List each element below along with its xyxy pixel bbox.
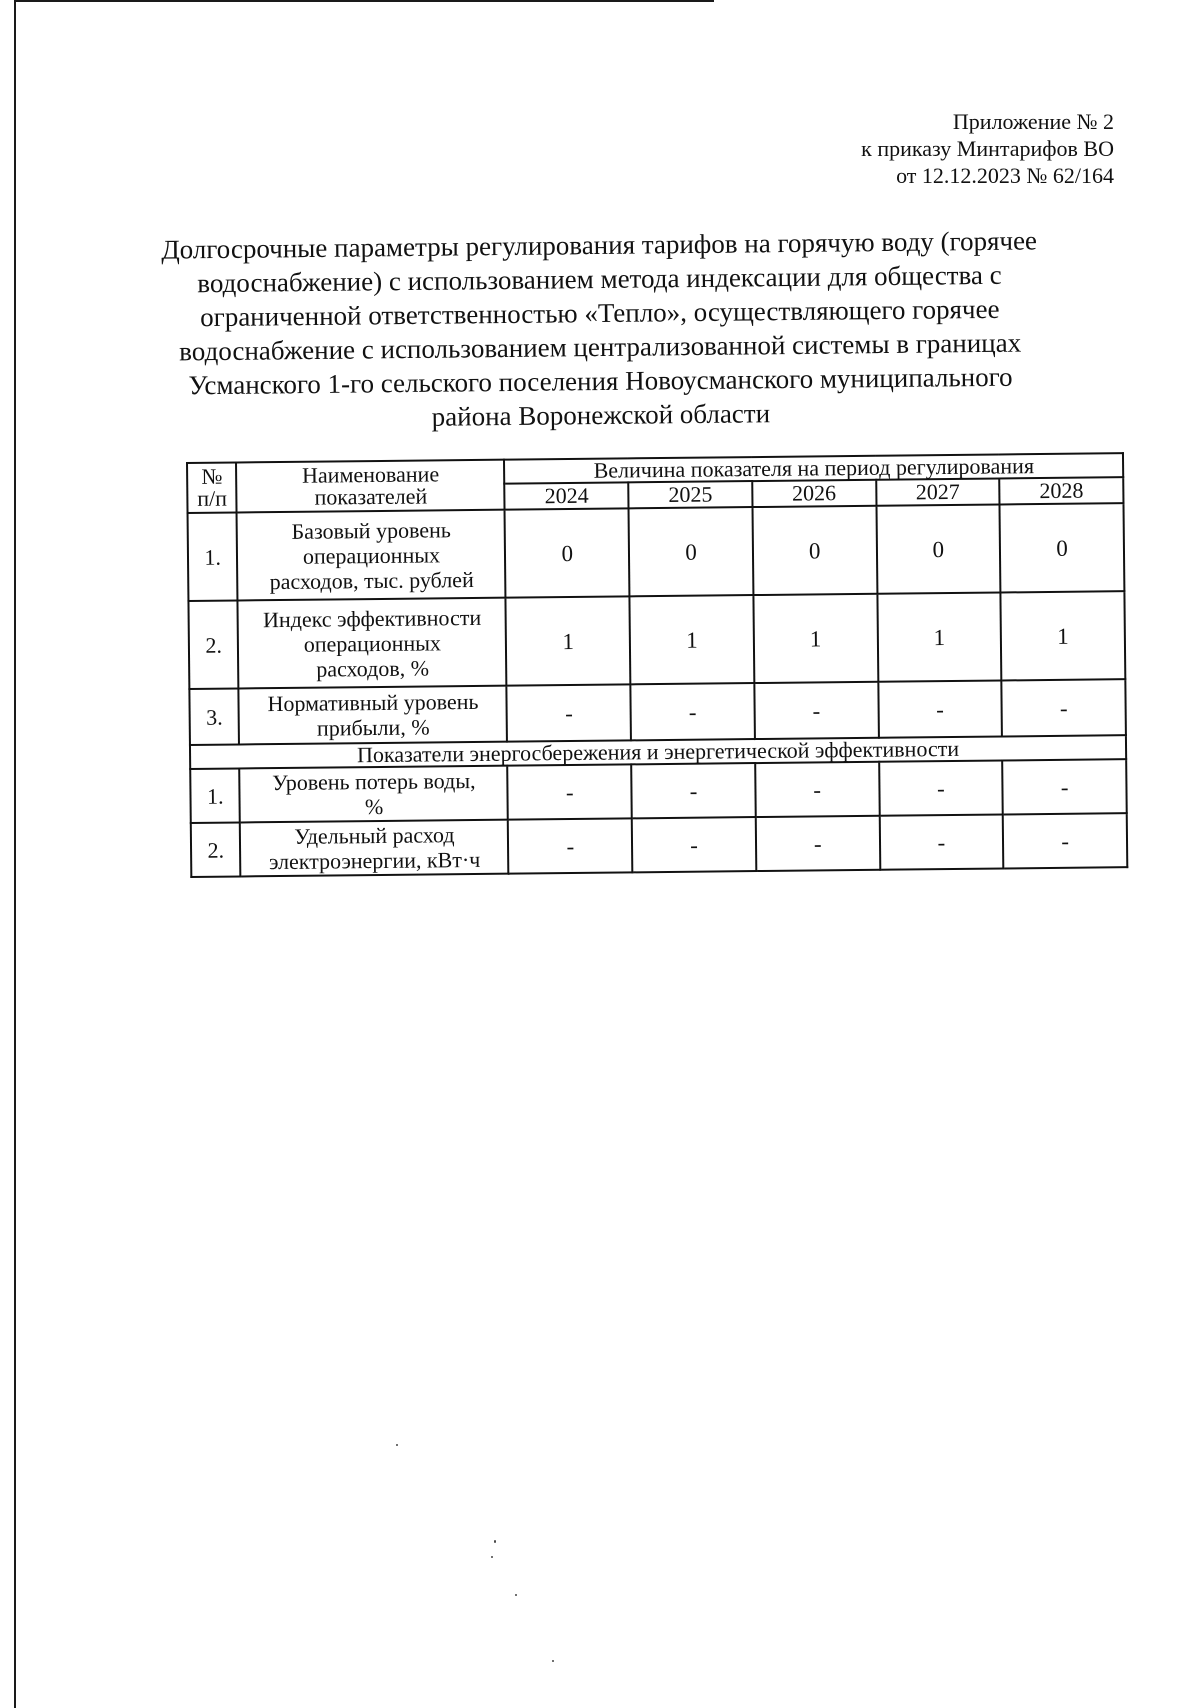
parameters-table-wrapper: [186, 452, 1128, 878]
value-cell: 1: [877, 592, 1002, 681]
value-cell: 1: [630, 595, 755, 684]
value-cell: -: [879, 814, 1003, 869]
scan-edge-left: [14, 0, 16, 1708]
value-cell: -: [756, 816, 880, 871]
appendix-line-2: к приказу Минтарифов ВО: [861, 136, 1114, 161]
title-line-2: водоснабжение) с использованием метода индексации для общества с: [197, 259, 1002, 299]
title-line-3: ограниченной ответственностью «Тепло», осуществляющего горячее: [199, 293, 1000, 333]
section-title-cell: Показатели энергосбережения и энергетической эффективности: [190, 735, 1126, 769]
value-cell: 1: [506, 596, 631, 685]
row-name-cell: [238, 598, 507, 689]
table-row: [191, 813, 1128, 877]
row-name-line: Нормативный уровень: [267, 688, 479, 717]
row-name-line: Удельный расход: [294, 822, 455, 849]
row-name-line: расходов, %: [316, 654, 430, 682]
value-cell: 1: [1001, 591, 1126, 680]
value-cell: -: [507, 684, 631, 741]
row-name-cell: [240, 820, 509, 877]
scan-edge-top: [14, 0, 714, 2]
table-row: [190, 759, 1127, 823]
scan-speck: [494, 1540, 496, 1543]
header-name-line-2: показателей: [314, 483, 428, 510]
value-cell: 0: [629, 507, 754, 596]
value-cell: -: [755, 762, 879, 817]
row-num-cell: 3.: [189, 688, 239, 745]
value-cell: -: [632, 817, 756, 872]
title-line-4: водоснабжение с использованием централизованной системы в границах: [179, 327, 1022, 367]
title-line-5: Усманского 1-го сельского поселения Новоусманского муниципального: [188, 361, 1013, 401]
value-cell: -: [1002, 679, 1126, 736]
row-name-line: Базовый уровень: [291, 516, 451, 544]
row-num-cell: 1.: [188, 512, 238, 601]
value-cell: -: [508, 764, 632, 819]
title-line-6: района Воронежской области: [431, 398, 771, 432]
scan-speck: [491, 1556, 493, 1558]
row-num-cell: 1.: [190, 768, 240, 823]
value-cell: -: [631, 683, 755, 740]
value-cell: -: [754, 682, 878, 739]
scan-speck: [552, 1660, 554, 1662]
appendix-header: [861, 108, 1114, 189]
value-cell: -: [631, 763, 755, 818]
value-cell: 1: [753, 594, 878, 683]
row-name-line: Индекс эффективности: [262, 604, 482, 632]
table-row: [188, 591, 1125, 689]
row-num-cell: 2.: [188, 600, 238, 689]
value-cell: 0: [505, 508, 630, 597]
header-name-cell: [236, 460, 505, 513]
scan-speck: [515, 1594, 517, 1596]
row-name-line: прибыли, %: [316, 714, 430, 741]
table-row: [188, 503, 1125, 601]
row-name-line: %: [364, 793, 384, 820]
year-cell: 2027: [876, 478, 1000, 505]
row-name-line: расходов, тыс. рублей: [269, 566, 474, 594]
value-cell: -: [1003, 813, 1127, 868]
row-name-line: электроэнергии, кВт·ч: [268, 846, 481, 875]
row-num-cell: 2.: [191, 822, 241, 877]
value-cell: -: [1002, 759, 1126, 814]
document-title: [149, 223, 1051, 436]
value-cell: -: [508, 818, 632, 873]
row-name-cell: [240, 766, 509, 823]
header-num-line-1: №: [201, 463, 223, 489]
value-cell: 0: [1000, 503, 1125, 592]
scan-speck: [396, 1444, 398, 1446]
year-cell: 2025: [628, 481, 752, 508]
year-cell: 2024: [505, 482, 629, 509]
row-name-line: Уровень потерь воды,: [271, 767, 476, 796]
header-period-cell: Величина показателя на период регулирования: [504, 453, 1123, 483]
table-row: [189, 679, 1126, 745]
value-cell: 0: [876, 504, 1001, 593]
header-name-line-1: Наименование: [301, 461, 440, 488]
value-cell: 0: [752, 506, 877, 595]
row-name-line: операционных: [302, 541, 441, 569]
appendix-line-3: от 12.12.2023 № 62/164: [896, 163, 1114, 188]
year-cell: 2028: [999, 477, 1123, 504]
year-cell: 2026: [752, 480, 876, 507]
value-cell: -: [878, 680, 1002, 737]
header-num-cell: [187, 462, 237, 513]
title-line-1: Долгосрочные параметры регулирования тарифов на горячую воду (горячее: [161, 225, 1038, 265]
value-cell: -: [879, 760, 1003, 815]
row-name-cell: [237, 510, 506, 601]
row-name-cell: [239, 686, 508, 745]
header-num-line-2: п/п: [197, 485, 228, 511]
appendix-line-1: Приложение № 2: [952, 109, 1114, 134]
row-name-line: операционных: [303, 629, 442, 657]
parameters-table: [186, 452, 1128, 878]
